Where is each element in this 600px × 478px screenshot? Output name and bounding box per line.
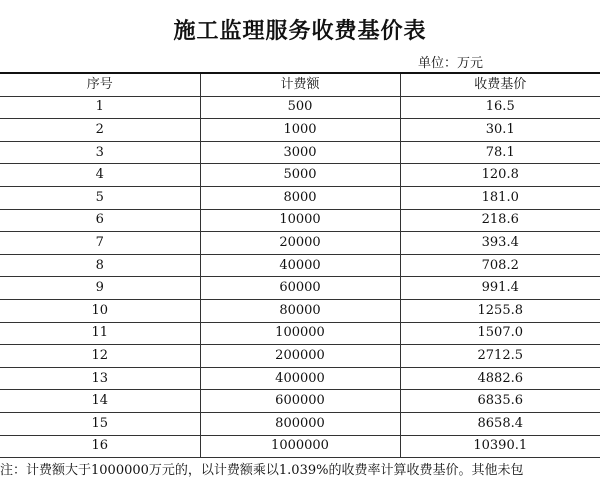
cell-index: 11 <box>0 322 200 345</box>
cell-base-price: 16.5 <box>400 96 600 119</box>
cell-fee-amount: 1000000 <box>200 435 400 458</box>
cell-fee-amount: 80000 <box>200 299 400 322</box>
table-row <box>0 254 600 277</box>
cell-base-price: 8658.4 <box>400 412 600 435</box>
header-fee-amount: 计费额 <box>200 73 400 96</box>
table-row <box>0 412 600 435</box>
cell-base-price: 78.1 <box>400 141 600 164</box>
table-row <box>0 435 600 458</box>
cell-base-price: 6835.6 <box>400 390 600 413</box>
cell-index: 15 <box>0 412 200 435</box>
cell-fee-amount: 60000 <box>200 277 400 300</box>
table-row <box>0 164 600 187</box>
table-row <box>0 209 600 232</box>
cell-fee-amount: 100000 <box>200 322 400 345</box>
table-row <box>0 345 600 368</box>
cell-index: 1 <box>0 96 200 119</box>
header-index: 序号 <box>0 73 200 96</box>
header-base-price: 收费基价 <box>400 73 600 96</box>
footnote: 注：计费额大于1000000万元的，以计费额乘以1.039%的收费率计算收费基价。其他未包 <box>0 463 524 478</box>
cell-fee-amount: 600000 <box>200 390 400 413</box>
cell-index: 16 <box>0 435 200 458</box>
cell-index: 3 <box>0 141 200 164</box>
cell-fee-amount: 3000 <box>200 141 400 164</box>
cell-fee-amount: 8000 <box>200 186 400 209</box>
cell-fee-amount: 400000 <box>200 367 400 390</box>
cell-index: 8 <box>0 254 200 277</box>
cell-fee-amount: 1000 <box>200 119 400 142</box>
cell-base-price: 218.6 <box>400 209 600 232</box>
cell-index: 12 <box>0 345 200 368</box>
cell-fee-amount: 200000 <box>200 345 400 368</box>
table-row <box>0 232 600 255</box>
table-row <box>0 186 600 209</box>
table-row <box>0 277 600 300</box>
table-row <box>0 119 600 142</box>
cell-base-price: 991.4 <box>400 277 600 300</box>
table-row <box>0 367 600 390</box>
cell-index: 2 <box>0 119 200 142</box>
table-header-row <box>0 73 600 96</box>
cell-base-price: 2712.5 <box>400 345 600 368</box>
cell-index: 10 <box>0 299 200 322</box>
page-title: 施工监理服务收费基价表 <box>173 19 427 44</box>
fee-table <box>0 72 600 458</box>
cell-index: 14 <box>0 390 200 413</box>
cell-fee-amount: 500 <box>200 96 400 119</box>
table-row <box>0 96 600 119</box>
cell-index: 6 <box>0 209 200 232</box>
cell-base-price: 10390.1 <box>400 435 600 458</box>
table-row <box>0 299 600 322</box>
table-row <box>0 390 600 413</box>
cell-base-price: 393.4 <box>400 232 600 255</box>
cell-index: 5 <box>0 186 200 209</box>
cell-base-price: 4882.6 <box>400 367 600 390</box>
cell-fee-amount: 20000 <box>200 232 400 255</box>
cell-index: 4 <box>0 164 200 187</box>
table-body <box>0 96 600 458</box>
cell-index: 7 <box>0 232 200 255</box>
cell-index: 13 <box>0 367 200 390</box>
cell-base-price: 181.0 <box>400 186 600 209</box>
cell-base-price: 120.8 <box>400 164 600 187</box>
cell-fee-amount: 40000 <box>200 254 400 277</box>
cell-fee-amount: 800000 <box>200 412 400 435</box>
unit-label: 单位：万元 <box>418 56 484 71</box>
cell-base-price: 1255.8 <box>400 299 600 322</box>
cell-fee-amount: 10000 <box>200 209 400 232</box>
cell-base-price: 708.2 <box>400 254 600 277</box>
cell-base-price: 1507.0 <box>400 322 600 345</box>
table-row <box>0 141 600 164</box>
cell-fee-amount: 5000 <box>200 164 400 187</box>
cell-index: 9 <box>0 277 200 300</box>
cell-base-price: 30.1 <box>400 119 600 142</box>
table-row <box>0 322 600 345</box>
